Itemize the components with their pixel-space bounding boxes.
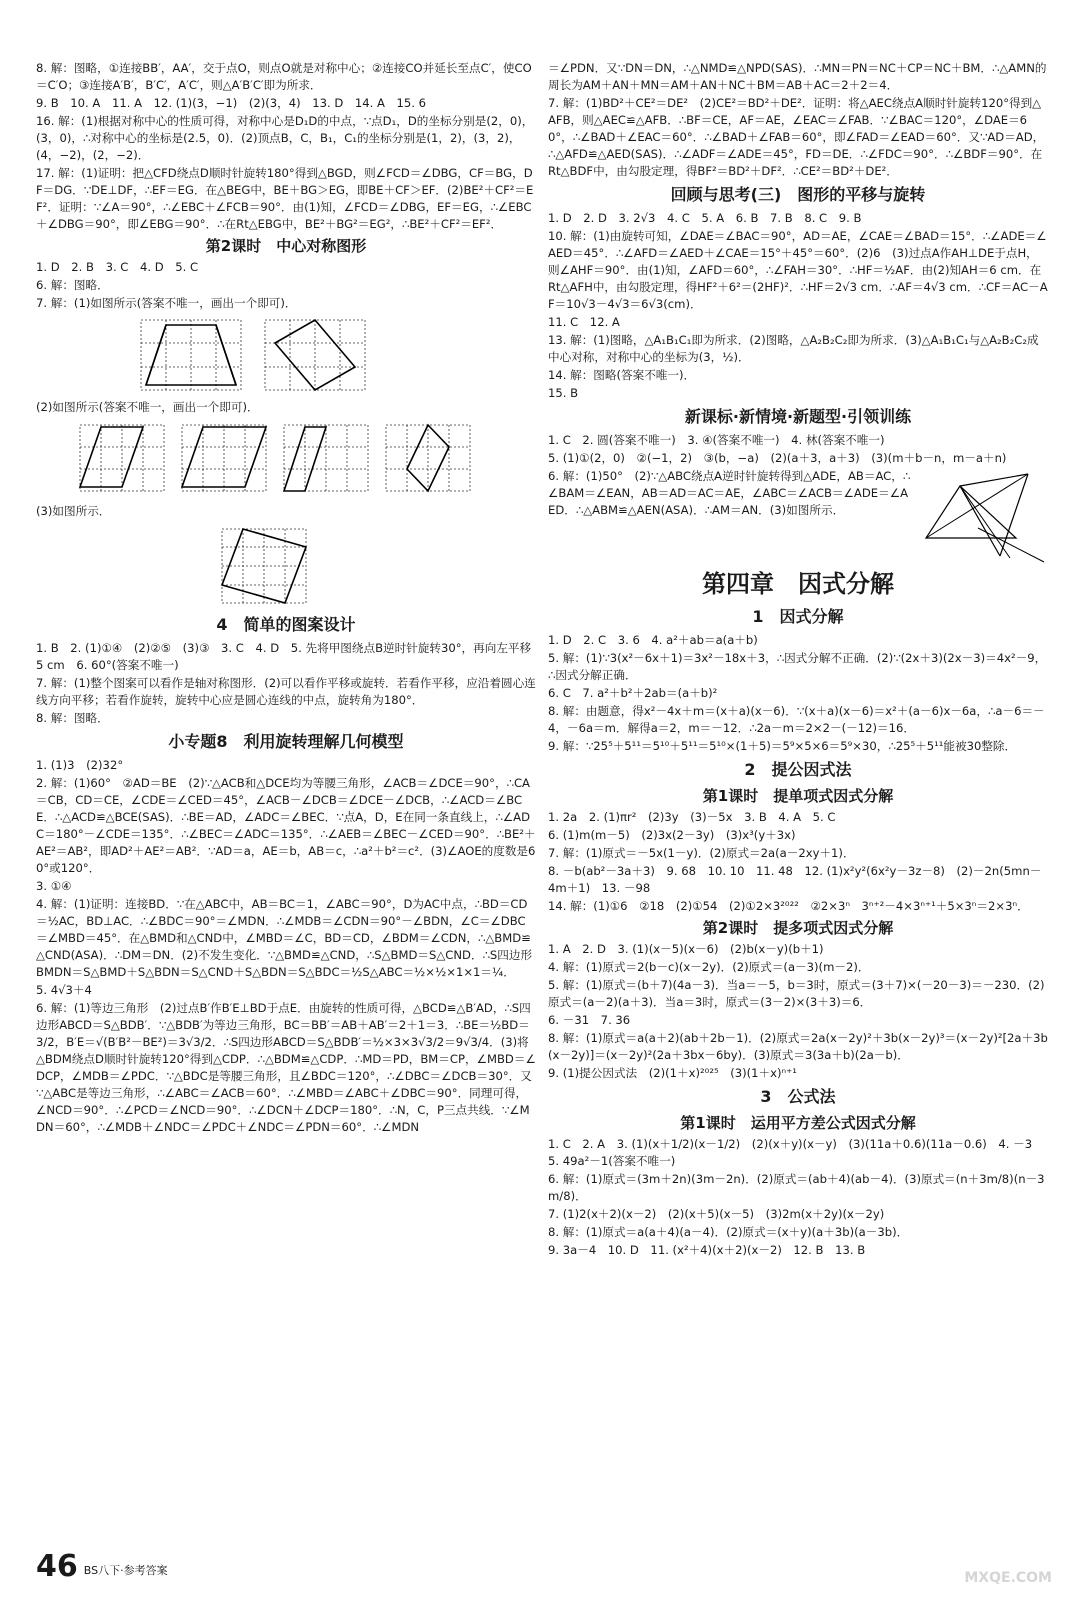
page-footer xyxy=(36,1549,168,1584)
answer-item: (2)如图所示(答案不唯一，画出一个即可)． xyxy=(36,400,259,414)
answer-item: 9. B 10. A 11. A 12. (1)(3，−1) (2)(3，4) 13. D 14. A 15. 6 xyxy=(36,96,427,110)
answer-item: 9. (1)提公因式法 (2)(1＋x)²⁰²⁵ (3)(1＋x)ⁿ⁺¹ xyxy=(548,1066,797,1080)
answer-item: 17. 解：(1)证明：把△CFD绕点D顺时针旋转180°得到△BGD，则∠FCD＝∠DBG，CF＝BG，DF＝DG．∵DE⊥DF，∴EF＝EG．在△BEG中，BE＋BG＞EG，即BE＋CF＞EF．(2)BE²＋CF²＝EF²．证明：∵∠A＝90°，∴∠EBC＋∠FCB＝90°．由(1)知，∠FCD＝∠DBG，EF＝EG，∴∠EBC＋∠DBG＝90°，即∠EBG＝90°．∴在Rt△EBG中，BE²＋BG²＝EG²，∴BE²＋CF²＝EF²． xyxy=(36,166,534,231)
right-column xyxy=(548,60,1048,1260)
answer-item: 6. (1)m(m－5) (2)3x(2－3y) (3)x³(y＋3x) xyxy=(548,828,796,842)
answer-item: 16. 解：(1)根据对称中心的性质可得，对称中心是D₁D的中点，∵点D₁，D的坐标分别是(2，0)，(3，0)，∴对称中心的坐标是(2.5，0)．(2)顶点B，C，B₁，C₁的坐标分别是(1，2)，(3，2)，(4，−2)，(2，−2)． xyxy=(36,114,534,162)
answer-item: 7. 解：(1)整个图案可以看作是轴对称图形．(2)可以看作平移或旋转．若看作平移，应沿着圆心连线方向平移；若看作旋转，旋转中心应是圆心连线的中点，旋转角为180°． xyxy=(36,676,536,707)
answer-item: 5. 解：(1)∵3(x²－6x＋1)＝3x²－18x＋3，∴因式分解不正确．(2)∵(2x＋3)(2x－3)＝4x²－9，∴因式分解正确． xyxy=(548,651,1047,682)
answer-item: 6. 解：(1)原式＝(3m＋2n)(3m－2n)．(2)原式＝(ab＋4)(ab－4)．(3)原式＝(n＋3m/8)(n－3m/8)． xyxy=(548,1172,1045,1203)
answer-item: 6. －31 7. 36 xyxy=(548,1013,631,1027)
figure-row-2 xyxy=(76,419,536,499)
left-column xyxy=(36,60,536,1137)
answer-item: 1. C 2. 圆(答案不唯一) 3. ④(答案不唯一) 4. 林(答案不唯一) xyxy=(548,433,885,447)
answer-item: 7. 解：(1)原式＝－5x(1－y)．(2)原式＝2a(a－2xy＋1)． xyxy=(548,846,855,860)
answer-item: ＝∠PDN．又∵DN＝DN，∴△NMD≌△NPD(SAS)．∴MN＝PN＝NC＋CP＝NC＋BM．∴△AMN的周长为AM＋AN＋MN＝AM＋AN＋NC＋BM＝AB＋AC＝2＋2＝4． xyxy=(548,61,1047,92)
answer-item: 1. C 2. A 3. (1)(x＋1/2)(x－1/2) (2)(x＋y)(x－y) (3)(11a＋0.6)(11a－0.6) 4. －3 5. 49a²－1(答案不唯一) xyxy=(548,1137,1044,1168)
answer-item: 11. C 12. A xyxy=(548,315,620,329)
footer-label: BS八下·参考答案 xyxy=(83,1564,168,1577)
topic-heading: 小专题8 利用旋转理解几何模型 xyxy=(168,732,404,751)
chapter-heading: 第四章 因式分解 xyxy=(702,570,894,598)
grid-figure-parallelogram-3 xyxy=(280,419,372,499)
grid-figure-parallelogram-1 xyxy=(76,419,168,499)
answer-item: 8. 解：由题意，得x²－4x＋m＝(x＋a)(x－6)．∵(x＋a)(x－6)＝x²＋(a－6)x－6a，∴a－6＝－4，－6a＝m．解得a＝2，m＝－12．∴2a－m＝2×2－(－12)＝16． xyxy=(548,704,1045,735)
answer-item: 15. B xyxy=(548,386,579,400)
lesson-heading: 第1课时 运用平方差公式因式分解 xyxy=(680,1114,916,1132)
figure-row-3 xyxy=(216,523,536,609)
figure-row-1 xyxy=(136,315,536,395)
answer-item: 5. 解：(1)原式＝(b＋7)(4a－3)．当a＝－5，b＝3时，原式＝(3＋7)×(－20－3)＝－230．(2)原式＝(a－2)(a＋3)．当a＝3时，原式＝(3－2)×(3＋3)＝6． xyxy=(548,978,1045,1009)
lesson-heading: 第2课时 提多项式因式分解 xyxy=(702,919,894,937)
answer-item: 8. 解：图略． xyxy=(36,711,109,725)
section-heading: 4 简单的图案设计 xyxy=(216,615,356,634)
answer-item: (3)如图所示． xyxy=(36,504,111,518)
answer-item: 7. 解：(1)BD²＋CE²＝DE² (2)CE²＝BD²＋DE²．证明：将△AEC绕点A顺时针旋转120°得到△AFB，则△AEC≌△AFB．∴BF＝CE，AF＝AE，∠EAC＝∠FAB．∵∠BAC＝120°，∠DAE＝60°，∴∠BAD＋∠EAC＝60°．∴∠BAD＋∠FAB＝60°，即∠FAD＝∠EAD＝60°．又∵AD＝AD，∴△AFD≌△AED(SAS)．∴∠ADF＝∠ADE＝45°，FD＝DE．∴∠FDC＝90°．∴∠BDF＝90°．在Rt△BDF中，由勾股定理，得BF²＝BD²＋DF²．∴CE²＝BD²＋DE²． xyxy=(548,96,1045,178)
grid-figure-parallelogram-4 xyxy=(382,419,474,499)
answer-item: 1. D 2. B 3. C 4. D 5. C xyxy=(36,260,199,274)
grid-figure-rhombus xyxy=(260,315,370,395)
grid-figure-trapezoid xyxy=(136,315,246,395)
grid-figure-parallelogram-2 xyxy=(178,419,270,499)
answer-item: 1. 2a 2. (1)πr² (2)3y (3)－5x 3. B 4. A 5. C xyxy=(548,810,836,824)
section-heading: 3 公式法 xyxy=(760,1087,836,1106)
triangle-rotation-figure xyxy=(918,468,1048,563)
answer-item: 8. 解：(1)原式＝a(a＋2)(ab＋2b－1)．(2)原式＝2a(x－2y)²＋3b(x－2y)³＝(x－2y)²[2a＋3b(x－2y)]＝(x－2y)²(2a＋3bx－6by)．(3)原式＝3(3a＋b)(2a－b)． xyxy=(548,1031,1048,1062)
answer-item: 9. 3a－4 10. D 11. (x²＋4)(x＋2)(x－2) 12. B 13. B xyxy=(548,1243,866,1257)
answer-item: 6. C 7. a²＋b²＋2ab＝(a＋b)² xyxy=(548,686,718,700)
watermark-text: MXQE.COM xyxy=(964,1570,1052,1586)
answer-item: 7. (1)2(x＋2)(x－2) (2)(x＋5)(x－5) (3)2m(x＋2y)(x－2y) xyxy=(548,1207,885,1221)
grid-figure-square xyxy=(216,523,316,609)
answer-item: 6. 解：图略． xyxy=(36,278,109,292)
answer-item: 5. 4√3＋4 xyxy=(36,983,92,997)
section-heading: 1 因式分解 xyxy=(752,607,844,626)
answer-item: 3. ①④ xyxy=(36,879,72,893)
answer-item: 9. 解：∵25⁵＋5¹¹＝5¹⁰＋5¹¹＝5¹⁰×(1＋5)＝5⁹×5×6＝5⁹×30，∴25⁵＋5¹¹能被30整除． xyxy=(548,739,1017,753)
answer-item: 6. 解：(1)50° (2)∵△ABC绕点A逆时针旋转得到△ADE，AB＝AC，∴∠BAM＝∠EAN，AB＝AD＝AC＝AE，∠ABC＝∠ACB＝∠ADE＝∠AED．∴△ABM≌△AEN(ASA)．∴AM＝AN．(3)如图所示． xyxy=(548,469,911,517)
answer-item: 1. D 2. C 3. 6 4. a²＋ab＝a(a＋b) xyxy=(548,633,758,647)
answer-item: 1. (1)3 (2)32° xyxy=(36,758,124,772)
lesson-heading: 第2课时 中心对称图形 xyxy=(205,237,367,255)
answer-item: 8. 解：(1)原式＝a(a＋4)(a－4)．(2)原式＝(x＋y)(a＋3b)(a－3b)． xyxy=(548,1225,909,1239)
lesson-heading: 第1课时 提单项式因式分解 xyxy=(702,787,894,805)
section-heading: 2 提公因式法 xyxy=(744,760,852,779)
answer-item: 8. －b(ab²－3a＋3) 9. 68 10. 10 11. 48 12. (1)x²y²(6x²y－3z－8) (2)－2n(5mn－4m＋1) 13. －98 xyxy=(548,864,1042,895)
answer-item: 1. A 2. D 3. (1)(x－5)(x－6) (2)b(x－y)(b＋1) xyxy=(548,942,824,956)
training-heading: 新课标·新情境·新题型·引领训练 xyxy=(684,407,912,426)
answer-item: 1. D 2. D 3. 2√3 4. C 5. A 6. B 7. B 8. C 9. B xyxy=(548,211,862,225)
answer-item: 6. 解：(1)等边三角形 (2)过点B′作B′E⊥BD于点E．由旋转的性质可得，△BCD≌△B′AD，∴S四边形ABCD＝S△BDB′．∵△BDB′为等边三角形，BC＝BB′＝AB＋AB′＝2＋1＝3．∴BE＝½BD＝3/2，B′E＝√(B′B²－BE²)＝3√3/2．∴S四边形ABCD＝S△BDB′＝½×3×3√3/2＝9√3/4．(3)将△BDM绕点D顺时针旋转120°得到△CDP．∴△BDM≌△CDP．∴MD＝PD，BM＝CP，∠MBD＝∠DCP，∠MDB＝∠PDC．∵△BDC是等腰三角形，且∠BDC＝120°，∴∠DBC＝∠DCB＝30°．又∵△ABC是等边三角形，∴∠ABC＝∠ACB＝60°．∴∠MBD＝∠ABC＋∠DBC＝90°．同理可得，∠NCD＝90°．∴∠PCD＝∠NCD＝90°．∴∠DCN＋∠DCP＝180°．∴N，C，P三点共线．∵∠MDN＝60°，∴∠MDB＋∠NDC＝∠PDC＋∠NDC＝∠PDN＝60°．∴∠MDN xyxy=(36,1001,536,1134)
answer-item: 4. 解：(1)原式＝2(b－c)(x－2y)．(2)原式＝(a－3)(m－2)． xyxy=(548,960,870,974)
review-heading: 回顾与思考(三) 图形的平移与旋转 xyxy=(670,185,926,204)
q6-block xyxy=(548,468,1048,563)
answer-item: 4. 解：(1)证明：连接BD．∵在△ABC中，AB＝BC＝1，∠ABC＝90°，D为AC中点，∴BD＝CD＝½AC，BD⊥AC．∴∠BDC＝90°＝∠MDN．∴∠MDB＝∠CDN＝90°－∠BDN，∠C＝∠DBC＝∠MBD＝45°．在△BMD和△CND中，∠MBD＝∠C，BD＝CD，∠BDM＝∠CDN，∴△BMD≌△CND(ASA)．∴DM＝DN．(2)不发生变化．∵△BMD≌△CND，∴S△BMD＝S△CND．∴S四边形BMDN＝S△BMD＋S△BDN＝S△CND＋S△BDN＝S△BDC＝½S△ABC＝½×½×1×1＝¼． xyxy=(36,897,533,979)
answer-item: 13. 解：(1)图略，△A₁B₁C₁即为所求．(2)图略，△A₂B₂C₂即为所求．(3)△A₁B₁C₁与△A₂B₂C₂成中心对称，对称中心的坐标为(3，½)． xyxy=(548,333,1039,364)
answer-item: 10. 解：(1)由旋转可知，∠DAE＝∠BAC＝90°，AD＝AE，∠CAE＝∠BAD＝15°．∴∠ADE＝∠AED＝45°．∴∠AFD＝∠AED＋∠CAE＝15°＋45°＝60°．(2)6 (3)过点A作AH⊥DE于点H，则∠AHF＝90°．由(1)知，∠AFD＝60°，∴∠FAH＝30°．∴HF＝½AF．由(2)知AH＝6 cm．在Rt△AFH中，由勾股定理，得HF²＋6²＝(2HF)²．∴HF＝2√3 cm．∴AF＝4√3 cm．∴CF＝AC－AF＝10√3－4√3＝6√3(cm)． xyxy=(548,229,1048,311)
answer-item: 14. 解：图略(答案不唯一)． xyxy=(548,368,696,382)
answer-item: 8. 解：图略，①连接BB′，AA′，交于点O，则点O就是对称中心；②连接CO并延长至点C′，使CO＝C′O；③连接A′B′，B′C′，A′C′，则△A′B′C′即为所求． xyxy=(36,61,532,92)
answer-item: 2. 解：(1)60° ②AD＝BE (2)∵△ACB和△DCE均为等腰三角形，∠ACB＝∠DCE＝90°，∴CA＝CB，CD＝CE，∠CDE＝∠CED＝45°，∠ACB－∠DCB＝∠DCE－∠DCB，∴∠ACD＝∠BCE．∴△ACD≌△BCE(SAS)．∴BE＝AD，∠ADC＝∠BEC．∵点A，D，E在同一条直线上，∴∠ADC＝180°－∠CDE＝135°．∴∠BEC＝∠ADC＝135°．∴∠AEB＝∠BEC－∠CED＝90°．∴BE²＋AE²＝AB²，即AD²＋AE²＝AB²．∵AD＝a，AE＝b，AB＝c，∴a²＋b²＝c²．(3)∠AOE的度数是60°或120°． xyxy=(36,776,536,875)
answer-item: 7. 解：(1)如图所示(答案不唯一，画出一个即可)． xyxy=(36,296,297,310)
watermark-logo xyxy=(910,1530,1060,1590)
answer-item: 1. B 2. (1)①④ (2)②⑤ (3)③ 3. C 4. D 5. 先将甲图绕点B逆时针旋转30°，再向左平移5 cm 6. 60°(答案不唯一) xyxy=(36,641,532,672)
answer-item: 14. 解：(1)①6 ②18 (2)①54 (2)①2×3²⁰²² ②2×3ⁿ 3ⁿ⁺²－4×3ⁿ⁺¹＋5×3ⁿ＝2×3ⁿ． xyxy=(548,899,1029,913)
page-number: 46 xyxy=(36,1549,78,1584)
answer-item: 5. (1)①(2，0) ②(−1，2) ③(b，−a) (2)(a＋3，a＋3) (3)(m＋b－n，m－a＋n) xyxy=(548,451,1007,465)
